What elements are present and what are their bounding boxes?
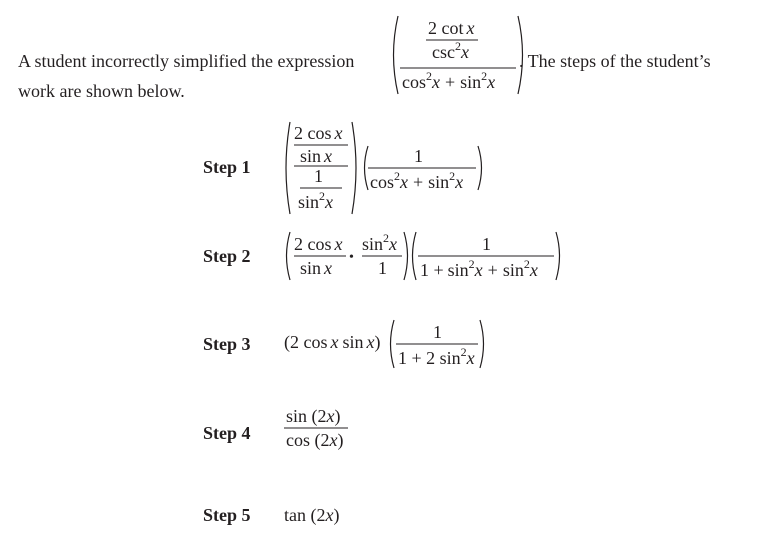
step-1-label: Step 1 — [203, 157, 251, 177]
step-2-expression — [282, 228, 572, 284]
svg-text:1: 1 — [314, 166, 323, 186]
svg-text:1: 1 — [482, 234, 491, 254]
header-expression — [388, 12, 528, 98]
step-4-expression — [282, 402, 372, 456]
svg-text:1 + 2 sin2x: 1 + 2 $\sin^2x$ — [398, 345, 475, 368]
svg-text:•: • — [349, 250, 354, 265]
svg-text:sin2x: $\sin^2x$ — [362, 231, 398, 254]
svg-text:2 cosx: 2 cos x — [294, 123, 343, 143]
step-1-expression — [282, 120, 492, 216]
hdr-denominator: $\cos^2x + \sin^2x$ — [402, 69, 496, 92]
svg-text:cos2x+sin2x: $\cos^2x + \sin^2x$ — [370, 169, 464, 192]
hdr-num-bottom: $\csc^2x$ — [432, 39, 469, 62]
step-5-expression: tan (2x) — [284, 505, 340, 525]
svg-text:cos (2x): cos (2x) — [286, 430, 344, 450]
svg-text:(2 cosxsinx): (2 cos x sin x) — [284, 332, 381, 352]
svg-text:sin (2x): sin (2x) — [286, 406, 341, 426]
svg-text:1: 1 — [414, 146, 423, 166]
intro-text: A student incorrectly simplified the expression — [18, 51, 355, 71]
svg-text:1 +sin2x+sin2x: $1 + \sin^2x + \sin^2x$ — [420, 257, 538, 280]
step-3-expression — [282, 316, 502, 372]
after-text: . The steps of the student’s — [519, 51, 711, 71]
svg-text:sin2x: $\sin^2x$ — [298, 189, 334, 212]
hdr-num-top: 2 cot x — [428, 18, 475, 38]
intro-line-2: work are shown below. — [18, 81, 185, 101]
step-3-label: Step 3 — [203, 334, 251, 354]
step-5-label: Step 5 — [203, 505, 251, 525]
svg-text:1: 1 — [378, 258, 387, 278]
svg-text:sinx: sin x — [300, 258, 333, 278]
svg-text:1: 1 — [433, 322, 442, 342]
step-2-label: Step 2 — [203, 246, 251, 266]
step-4-label: Step 4 — [203, 423, 251, 443]
svg-text:sinx: sin x — [300, 146, 333, 166]
svg-text:2 cosx: 2 cos x — [294, 234, 343, 254]
